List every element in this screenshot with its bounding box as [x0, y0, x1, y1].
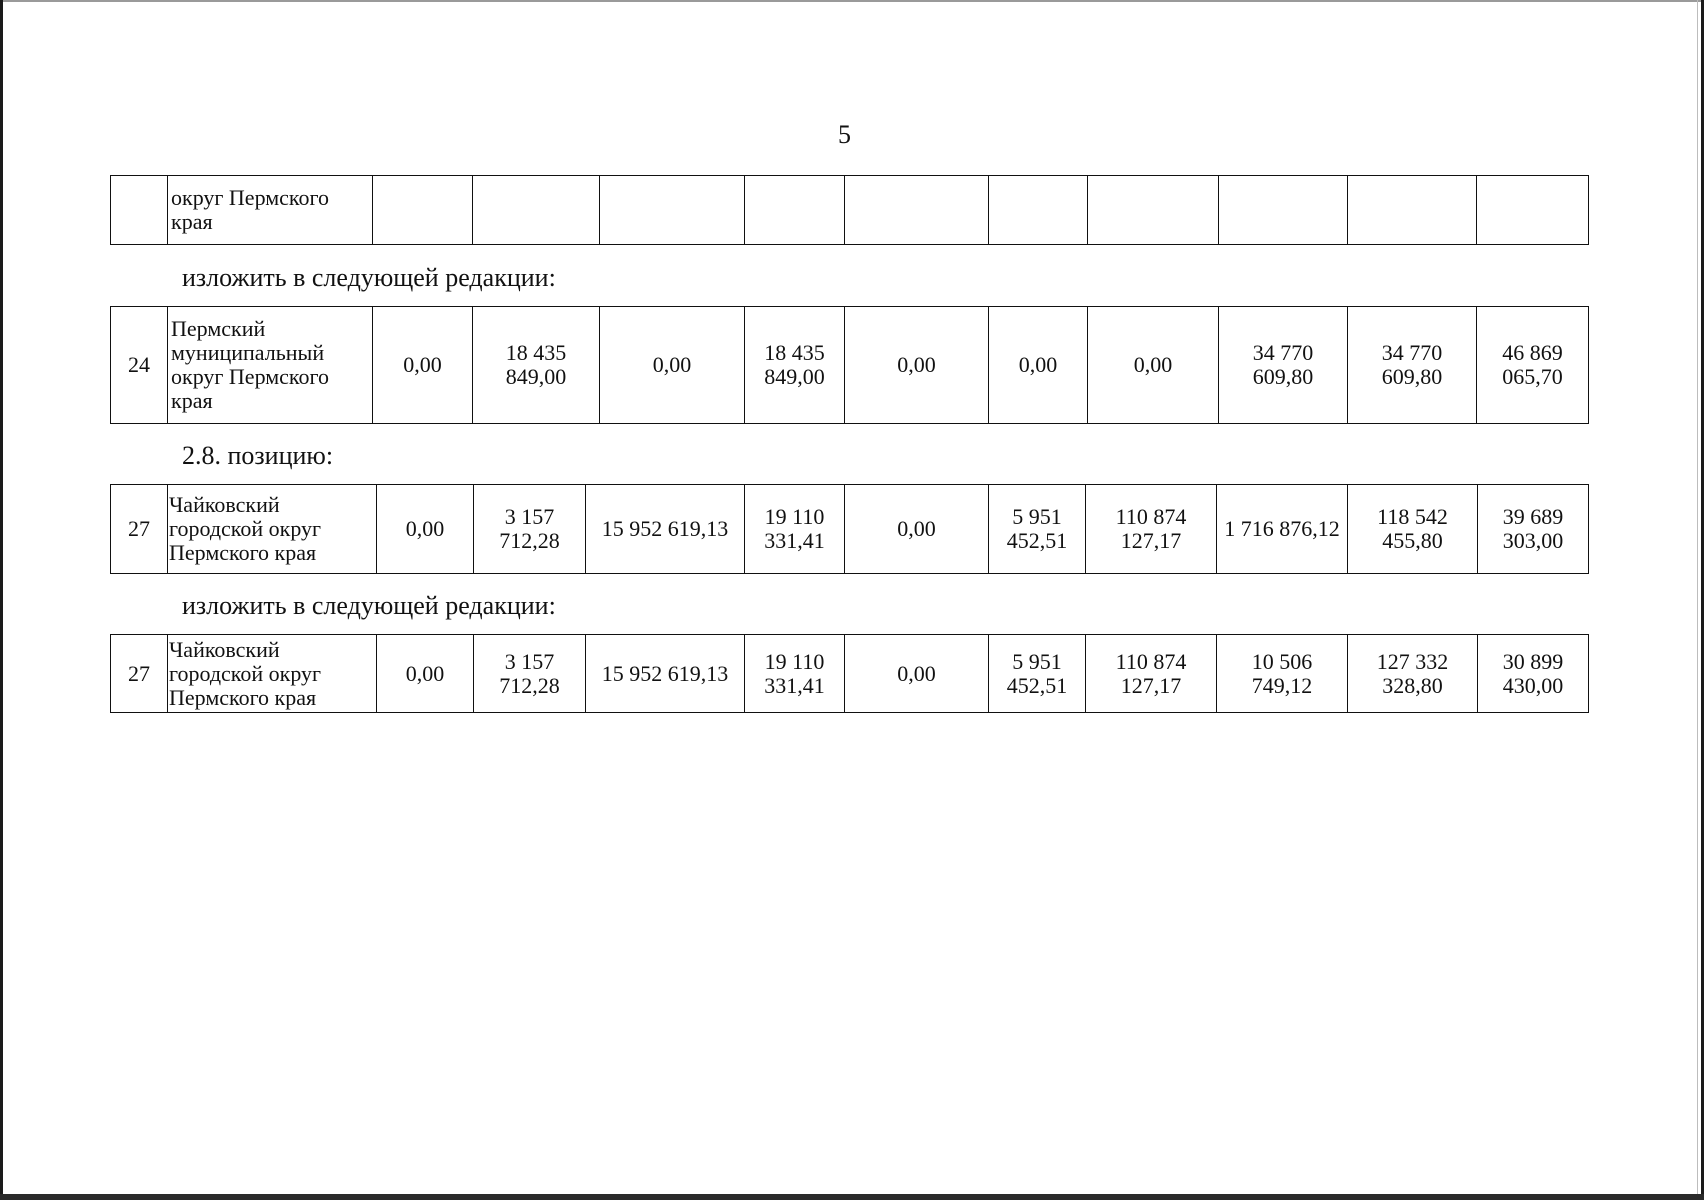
cell-value	[745, 635, 845, 713]
cell-value	[1086, 635, 1217, 713]
cell-value	[1348, 176, 1477, 245]
cell-value	[845, 176, 989, 245]
value-line: 118 542	[1377, 504, 1448, 529]
value-line: 712,28	[499, 672, 560, 698]
cell-name	[168, 176, 373, 245]
name-line: Чайковский	[169, 492, 280, 517]
cell-value	[474, 485, 586, 574]
value-line: 331,41	[764, 672, 825, 698]
value-line: 0,00	[652, 352, 692, 377]
cell-name	[168, 307, 373, 424]
cell-value	[1219, 176, 1348, 245]
cell-value	[600, 307, 745, 424]
value-line: 10 506	[1251, 648, 1313, 674]
value-line: 110 874	[1115, 648, 1187, 674]
value-line: 3 157	[504, 504, 555, 529]
cell-value	[1088, 176, 1219, 245]
value-line: 849,00	[764, 364, 825, 389]
scan-left-edge	[0, 0, 3, 1200]
value-line: 0,00	[405, 660, 445, 686]
table-continuation	[110, 175, 1589, 245]
value-line: 18 435	[764, 340, 825, 365]
table-row	[111, 485, 1589, 574]
value-line: 15 952 619,13	[601, 660, 729, 686]
value-line: 39 689	[1502, 504, 1564, 529]
cell-value	[845, 485, 989, 574]
value-line: 455,80	[1382, 528, 1443, 553]
value-line: 712,28	[499, 528, 560, 553]
value-line: 15 952 619,13	[601, 516, 729, 541]
cell-value	[1348, 485, 1478, 574]
cell-value	[1477, 307, 1589, 424]
heading-new-edition: изложить в следующей редакции:	[182, 263, 556, 292]
cell-value	[600, 176, 745, 245]
table-row	[111, 635, 1589, 713]
value-line: 127 332	[1376, 648, 1449, 674]
value-line: 46 869	[1502, 340, 1563, 365]
value-line: 0,00	[897, 516, 936, 541]
value-line: 0,00	[1018, 352, 1058, 377]
cell-value	[1348, 307, 1477, 424]
value-line: 5 951	[1012, 504, 1062, 529]
value-line: 127,17	[1120, 528, 1182, 553]
value-line: 0,00	[403, 352, 442, 377]
value-line: 34 770	[1252, 340, 1314, 365]
cell-value	[586, 485, 745, 574]
value-line: 1 716 876,12	[1224, 516, 1340, 541]
value-line: 0,00	[897, 352, 936, 377]
cell-value	[1217, 635, 1348, 713]
cell-value	[1086, 485, 1217, 574]
name-line: края	[171, 209, 213, 234]
name-line: края	[171, 388, 213, 413]
cell-value	[1477, 176, 1589, 245]
value-line: 065,70	[1502, 364, 1563, 389]
value-line: 0,00	[405, 516, 445, 541]
cell-value	[745, 307, 845, 424]
page-number: 5	[838, 120, 851, 149]
cell-value	[989, 176, 1088, 245]
value-line: 430,00	[1502, 672, 1564, 698]
name-line: Пермского края	[169, 684, 317, 710]
cell-value	[474, 635, 586, 713]
cell-value	[989, 485, 1086, 574]
cell-value	[1478, 635, 1589, 713]
table-row	[111, 176, 1589, 245]
cell-value	[473, 307, 600, 424]
value-line: 452,51	[1006, 528, 1068, 553]
name-line: Чайковский	[169, 636, 280, 662]
table-row	[111, 307, 1589, 424]
heading-new-edition: изложить в следующей редакции:	[182, 591, 556, 620]
cell-value	[989, 307, 1088, 424]
cell-value	[1217, 485, 1348, 574]
value-line: 110 874	[1115, 504, 1187, 529]
value-line: 34 770	[1381, 340, 1443, 365]
value-line: 0,00	[897, 660, 936, 686]
value-line: 18 435	[505, 340, 567, 365]
heading-position: 2.8. позицию:	[182, 441, 334, 470]
cell-value	[1088, 307, 1219, 424]
name-line: округ Пермского	[171, 185, 329, 210]
cell-name	[168, 635, 377, 713]
cell-value	[373, 307, 473, 424]
cell-value	[373, 176, 473, 245]
scan-top-edge	[0, 0, 1704, 2]
cell-value	[377, 485, 474, 574]
value-line: 127,17	[1120, 672, 1182, 698]
cell-value	[745, 176, 845, 245]
value-line: 749,12	[1251, 672, 1313, 698]
cell-number: 27	[111, 635, 168, 713]
value-line: 609,80	[1381, 364, 1443, 389]
value-line: 3 157	[504, 648, 555, 674]
value-line: 5 951	[1012, 648, 1062, 674]
cell-value	[473, 176, 600, 245]
name-line: Пермский	[171, 316, 266, 341]
table-row-27-new	[110, 634, 1589, 713]
cell-value	[745, 485, 845, 574]
cell-value	[845, 635, 989, 713]
table-row-27-old	[110, 484, 1589, 574]
value-line: 30 899	[1502, 648, 1564, 674]
table-row-24	[110, 306, 1589, 424]
cell-value	[377, 635, 474, 713]
cell-value	[586, 635, 745, 713]
value-line: 849,00	[505, 364, 567, 389]
value-line: 0,00	[1133, 352, 1173, 377]
cell-value	[1478, 485, 1589, 574]
cell-name	[168, 485, 377, 574]
value-line: 331,41	[764, 528, 825, 553]
cell-value	[1348, 635, 1478, 713]
cell-number	[111, 176, 168, 245]
scan-bottom-edge	[0, 1194, 1704, 1200]
scan-right-shadow	[1697, 0, 1698, 1200]
cell-value	[1219, 307, 1348, 424]
name-line: муниципальный	[171, 340, 325, 365]
name-line: городской округ	[169, 516, 322, 541]
name-line: Пермского края	[169, 540, 317, 565]
value-line: 19 110	[764, 648, 825, 674]
value-line: 19 110	[764, 504, 825, 529]
name-line: городской округ	[169, 660, 322, 686]
cell-value	[845, 307, 989, 424]
value-line: 452,51	[1006, 672, 1068, 698]
value-line: 303,00	[1502, 528, 1564, 553]
cell-number: 27	[111, 485, 168, 574]
value-line: 328,80	[1382, 672, 1443, 698]
name-line: округ Пермского	[171, 364, 329, 389]
cell-number: 24	[111, 307, 168, 424]
cell-value	[989, 635, 1086, 713]
value-line: 609,80	[1252, 364, 1314, 389]
